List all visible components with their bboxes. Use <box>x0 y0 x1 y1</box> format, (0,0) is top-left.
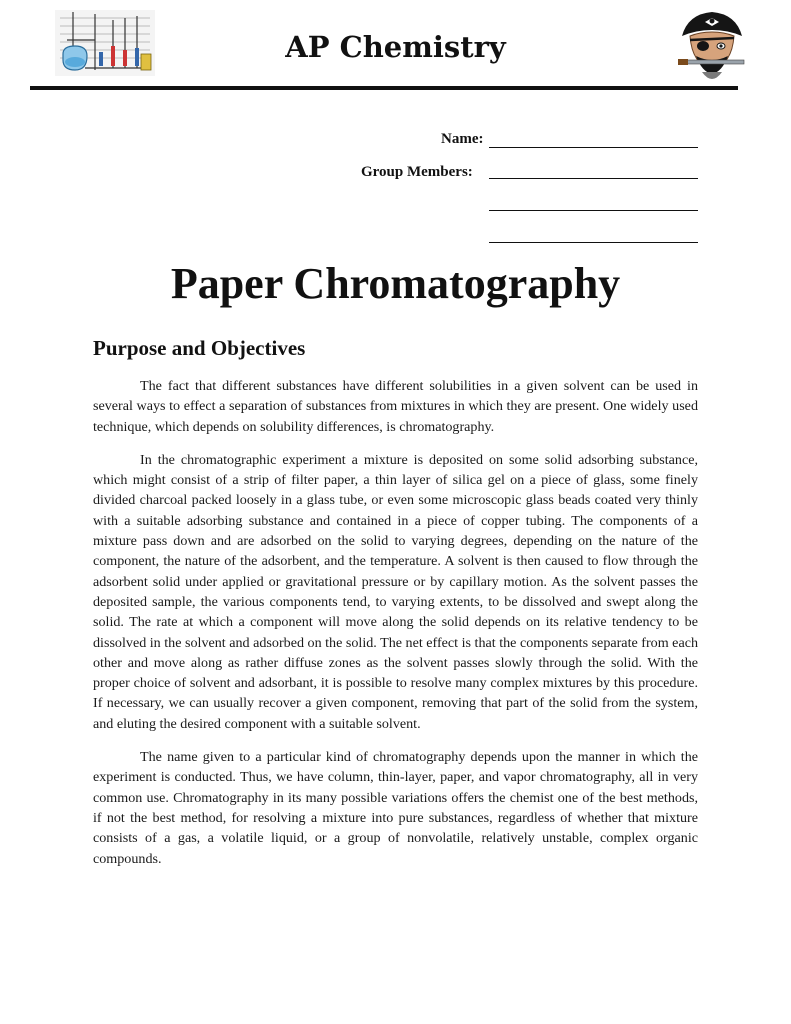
group-members-label: Group Members: <box>361 164 473 180</box>
name-field[interactable] <box>489 147 698 148</box>
page-title: Paper Chromatography <box>170 259 621 308</box>
paragraph-3: The name given to a particular kind of chromatography depends upon the manner in which the experiment is conducted. Thus, we have column, thin-layer, paper, and vapor chromatography, all in very common use. Chromatography in its many possible variations offers the chemist one of the best methods, if not the best method, for resolving a mixture into pure substances, regardless of whether that mixture consists of a gas, a volatile liquid, or a group of nonvolatile, relatively unstable, complex organic compounds. <box>93 749 698 867</box>
paragraph-2: In the chromatographic experiment a mixture is deposited on some solid adsorbing substance, which might consist of a strip of filter paper, a thin layer of silica gel on a piece of glass, some finely divided charcoal packed loosely in a glass tube, or even some microscopic glass beads coated very thinly with a suitable adsorbing substance and contained in a piece of copper tubing. The components of a mixture pass down and are adsorbed on the solid to varying degrees, depending on the nature of the component, the nature of the adsorbent, and the temperature. A solvent is then caused to flow through the adsorbent solid under applied or gravitational pressure or by capillary motion. As the solvent passes the deposited sample, the various components tend, to varying extents, to be dissolved and swept along the solid. The rate at which a component will move along the solid depends on its relative tendency to be dissolved in the solvent and adsorbed on the solid. The net effect is that the components separate from each other and move along as rather diffuse zones as the solvent passes slowly through the solid. With the proper choice of solvent and adsorbant, it is possible to resolve many complex mixtures by this procedure. If necessary, we can usually recover a given component, removing that part of the solid from the system, and eluting the desired component with a suitable solvent. <box>93 451 698 732</box>
group-member-field-2[interactable] <box>489 210 698 211</box>
group-member-field-1[interactable] <box>489 178 698 179</box>
group-member-field-3[interactable] <box>489 242 698 243</box>
page-header <box>0 0 791 95</box>
paragraph-1: The fact that different substances have different solubilities in a given solvent can be used in several ways to effect a separation of substances from mixtures in which they are present. One widely used technique, which depends on solubility differences, is chromatography. <box>93 378 698 435</box>
course-title: AP Chemistry <box>285 30 506 64</box>
header-divider <box>30 86 738 90</box>
body-text <box>93 376 698 882</box>
section-heading: Purpose and Objectives <box>93 336 306 360</box>
pirate-mascot-image <box>678 10 746 86</box>
name-label: Name: <box>441 131 484 147</box>
